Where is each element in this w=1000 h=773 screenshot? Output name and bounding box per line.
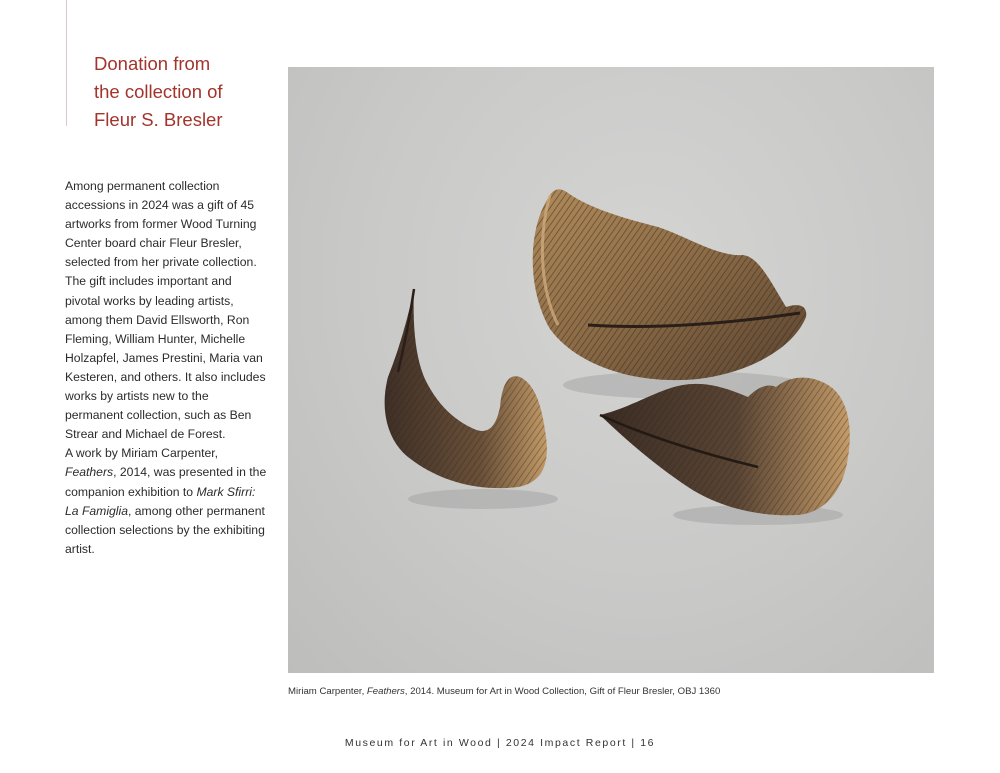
page-footer: Museum for Art in Wood | 2024 Impact Report | 16 — [344, 737, 656, 749]
heading-line-3: Fleur S. Bresler — [94, 109, 223, 130]
feather-right — [600, 378, 850, 516]
body-paragraph-1: Among permanent collection accessions in 2024 was a gift of 45 artworks from former Wood Turning Center board chair Fleur Bresler, selected from her private collection. The gift includes important and pivotal works by leading artists, among them David Ellsworth, Ron Fleming, William Hunter, Michelle Holzapfel, James Prestini, Maria van Kesteren, and others. It also includes works by artists new to the permanent collection, such as Ben Strear and Michael de Forest. — [65, 179, 266, 442]
caption-artist: Miriam Carpenter, — [288, 686, 367, 697]
feather-large — [533, 189, 807, 380]
heading-line-2: the collection of — [94, 81, 223, 102]
body-paragraph-2 — [65, 444, 270, 559]
artwork-title: Feathers — [65, 465, 114, 480]
caption-title: Feathers — [366, 686, 405, 697]
body-p2-end: , among other permanent collection selections by the exhibiting artist. — [65, 503, 265, 556]
artwork-photo — [288, 67, 934, 673]
heading-line-1: Donation from — [94, 53, 211, 74]
body-p2-mid: , 2014, was presented in the companion exhibition to — [65, 465, 267, 499]
caption-details: , 2014. Museum for Art in Wood Collection, Gift of Fleur Bresler, OBJ 1360 — [404, 686, 721, 697]
feather-left — [385, 289, 547, 488]
vertical-accent-rule — [66, 0, 67, 126]
exhibition-title: Mark Sfirri: La Famiglia — [65, 484, 256, 518]
photo-caption — [288, 686, 948, 697]
feather-left-shadow — [408, 489, 558, 509]
body-p2-start: A work by Miriam Carpenter, — [65, 446, 219, 461]
body-copy — [65, 177, 270, 559]
section-heading — [94, 50, 284, 134]
